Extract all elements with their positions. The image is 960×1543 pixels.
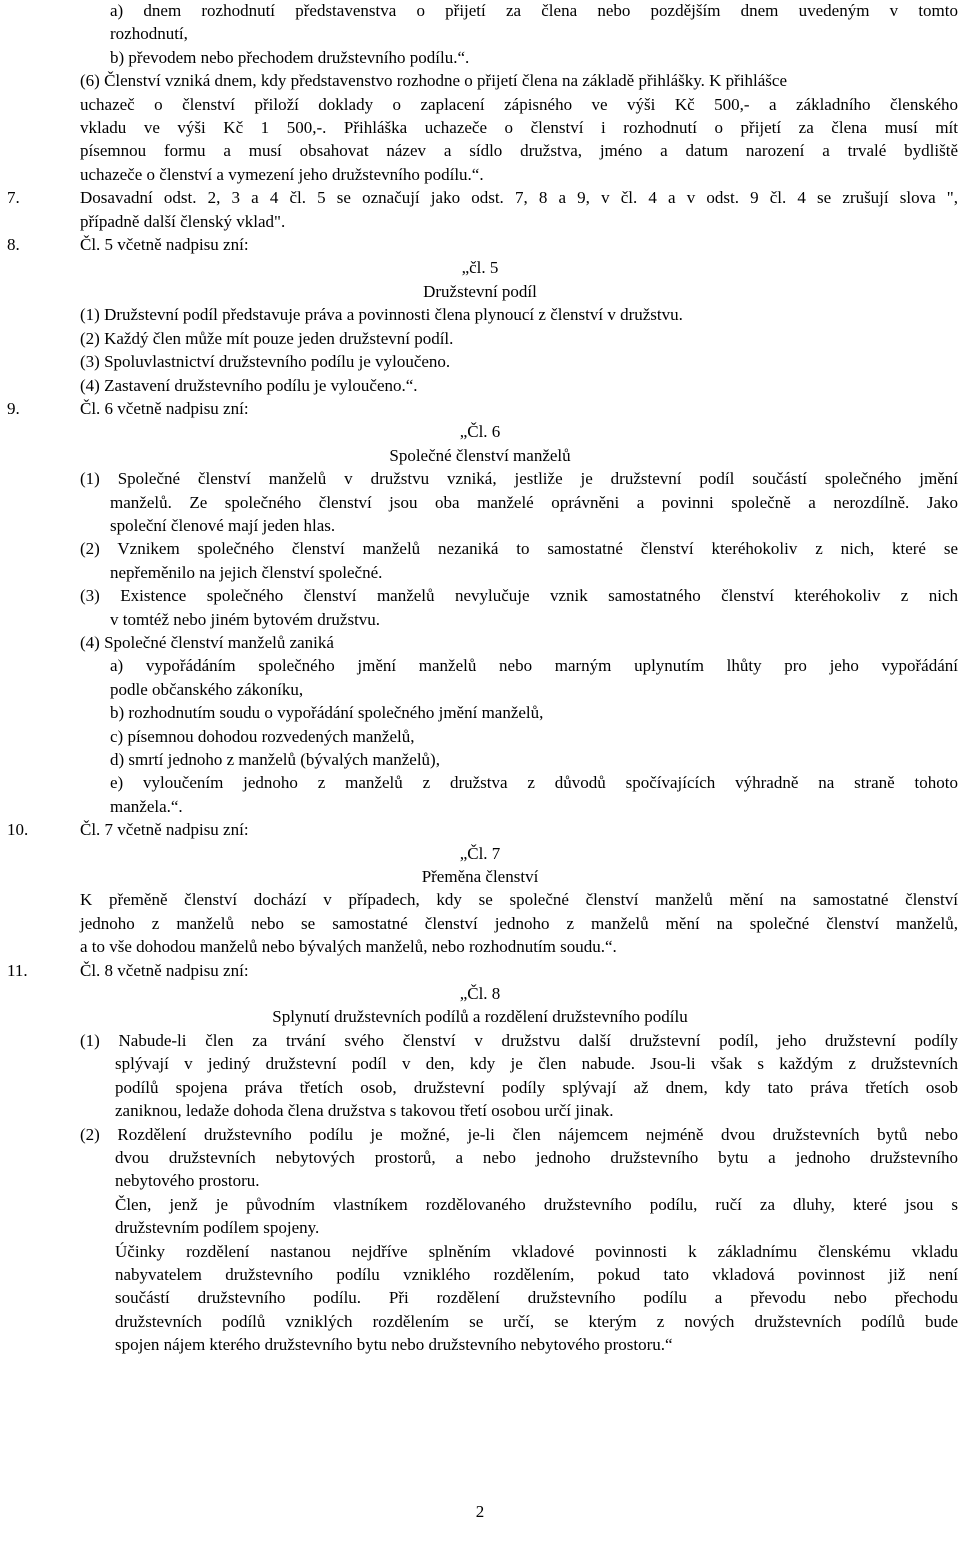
text-line	[0, 959, 960, 982]
line-text: (4) Společné členství manželů zaniká	[80, 632, 334, 652]
line-text: družstevních podílů vzniklých rozdělením se určí, se kterým z nových družstevních podílů bude	[115, 1311, 958, 1331]
text-line	[0, 1286, 960, 1309]
line-text: Čl. 5 včetně nadpisu zní:	[80, 235, 249, 255]
text-line	[0, 678, 960, 701]
text-line	[0, 514, 960, 537]
item-number: 10.	[7, 820, 29, 840]
text-line	[0, 1333, 960, 1356]
text-line	[0, 912, 960, 935]
text-line	[0, 46, 960, 69]
line-text: manžela.“.	[110, 796, 183, 816]
line-text: Čl. 7 včetně nadpisu zní:	[80, 820, 249, 840]
text-line	[0, 537, 960, 560]
line-text: (2) Vznikem společného členství manželů nezaniká to samostatné členství kteréhokoliv z nich, které se	[80, 539, 958, 559]
section-heading: Družstevní podíl	[423, 281, 537, 301]
line-text: podílů spojena práva třetích osob, družstevní podíly splývají až dnem, kdy tato práva třetích osob	[115, 1077, 958, 1097]
line-text: a) dnem rozhodnutí představenstva o přijetí za člena nebo pozdějším dnem uvedeným v tomto	[110, 1, 958, 20]
text-line	[0, 350, 960, 373]
line-text: (3) Existence společného členství manželů nevylučuje vznik samostatného členství kteréhokoliv z nich	[80, 586, 958, 606]
text-line	[0, 795, 960, 818]
line-text: písemnou formu a musí obsahovat název a sídlo družstva, jméno a datum narození a trvalé bydliště	[80, 141, 958, 161]
section-heading: Splynutí družstevních podílů a rozdělení družstevního podílu	[272, 1007, 688, 1027]
line-text: (1) Společné členství manželů v družstvu vzniká, jestliže je družstevní podíl součástí společného jmění	[80, 469, 958, 489]
item-number: 7.	[7, 188, 20, 208]
text-line	[0, 1123, 960, 1146]
line-text: podle občanského zákoníku,	[110, 679, 304, 699]
text-line	[0, 1076, 960, 1099]
text-line	[0, 139, 960, 162]
line-text: Čl. 6 včetně nadpisu zní:	[80, 398, 249, 418]
text-line	[0, 374, 960, 397]
line-text: Účinky rozdělení nastanou nejdříve splněním vkladové povinnosti k základnímu členskému vkladu	[115, 1241, 958, 1261]
text-line	[0, 303, 960, 326]
text-line	[0, 327, 960, 350]
line-text: Dosavadní odst. 2, 3 a 4 čl. 5 se označují jako odst. 7, 8 a 9, v čl. 4 a v odst. 9 čl. 4 se zrušují slova ",	[80, 188, 958, 208]
section-heading: „čl. 5	[461, 258, 499, 278]
item-number: 11.	[7, 960, 28, 980]
line-text: d) smrtí jednoho z manželů (bývalých manželů),	[110, 750, 440, 769]
text-line	[0, 491, 960, 514]
line-text: nepřeměnilo na jejich členství společné.	[110, 562, 383, 582]
line-text: nabyvatelem družstevního podílu vzniklého rozdělením, pokud tato vkladová povinnost již není	[115, 1264, 958, 1284]
line-text: v tomtéž nebo jiném bytovém družstvu.	[110, 609, 381, 629]
text-line	[0, 725, 960, 748]
text-line	[0, 210, 960, 233]
line-text: jednoho z manželů nebo se samostatné členství jednoho z manželů mění na společné členství manželů,	[80, 913, 958, 933]
section-heading: Společné členství manželů	[389, 445, 571, 465]
text-line	[0, 1029, 960, 1052]
text-line	[0, 186, 960, 209]
text-line	[0, 467, 960, 490]
text-line	[0, 0, 960, 22]
line-text: e) vyloučením jednoho z manželů z družstva z důvodů spočívajících výhradně na straně tohoto	[110, 773, 958, 793]
line-text: (6) Členství vzniká dnem, kdy představenstvo rozhodne o přijetí člena na základě přihlášky. K přihlášce	[80, 71, 788, 91]
page-number: 2	[475, 1502, 485, 1521]
text-line	[0, 561, 960, 584]
text-line	[0, 1263, 960, 1286]
line-text: a) vypořádáním společného jmění manželů nebo marným uplynutím lhůty pro jeho vypořádání	[110, 656, 958, 676]
line-text: vkladu ve výši Kč 1 500,-. Přihláška uchazeče o členství i rozhodnutí o přijetí za člena musí mít	[80, 118, 958, 138]
text-line	[0, 1052, 960, 1075]
text-line	[0, 701, 960, 724]
line-text: spojen nájem kterého družstevního bytu nebo družstevního nebytového prostoru.“	[115, 1335, 673, 1355]
text-line	[0, 818, 960, 841]
text-line	[0, 93, 960, 116]
line-text: (2) Každý člen může mít pouze jeden družstevní podíl.	[80, 328, 454, 348]
item-number: 8.	[7, 235, 20, 255]
line-text: (2) Rozdělení družstevního podílu je možné, je-li člen nájemcem nejméně dvou družstevních bytů nebo	[80, 1124, 958, 1144]
text-line	[0, 771, 960, 794]
text-line	[0, 888, 960, 911]
line-text: Čl. 8 včetně nadpisu zní:	[80, 960, 249, 980]
line-text: uchazeče o členství a vymezení jeho družstevního podílu.“.	[80, 164, 484, 184]
section-heading: „Čl. 6	[459, 422, 501, 442]
line-text: (1) Nabude-li člen za trvání svého členství v družstvu další družstevní podíl, jeho družstevní podíly	[80, 1030, 958, 1050]
line-text: splývají v jediný družstevní podíl v den, kdy je člen nabude. Jsou-li však s každým z družstevních	[115, 1054, 958, 1074]
text-line	[0, 608, 960, 631]
line-text: K přeměně členství dochází v případech, kdy se společné členství manželů mění na samostatné členství	[80, 890, 958, 910]
text-line	[0, 163, 960, 186]
text-line	[0, 1099, 960, 1122]
line-text: manželů. Ze společného členství jsou oba manželé oprávněni a povinni společně a nerozdílně. Jako	[110, 492, 958, 512]
line-text: (3) Spoluvlastnictví družstevního podílu je vyloučeno.	[80, 352, 451, 372]
text-line	[0, 748, 960, 771]
line-text: uchazeč o členství přiloží doklady o zaplacení zápisného ve výši Kč 500,- a základního členského	[80, 94, 958, 114]
text-line	[0, 654, 960, 677]
line-text: společní členové mají jeden hlas.	[110, 515, 336, 535]
line-text: a to vše dohodou manželů nebo bývalých manželů, nebo rozhodnutím soudu.“.	[80, 937, 617, 957]
text-line	[0, 397, 960, 420]
text-line	[0, 116, 960, 139]
line-text: b) převodem nebo přechodem družstevního podílu.“.	[110, 47, 470, 67]
text-line	[0, 1216, 960, 1239]
line-text: rozhodnutí,	[110, 24, 188, 44]
line-text: součástí družstevního podílu. Při rozdělení družstevního podílu a převodu nebo přechodu	[115, 1288, 958, 1308]
line-text: (1) Družstevní podíl představuje práva a povinnosti člena plynoucí z členství v družstvu.	[80, 305, 683, 325]
line-text: dvou družstevních nebytových prostorů, a nebo jednoho družstevního bytu a jednoho družstevního	[115, 1147, 958, 1167]
text-line	[0, 1169, 960, 1192]
text-line	[0, 584, 960, 607]
text-line	[0, 1240, 960, 1263]
text-line	[0, 1193, 960, 1216]
text-line	[0, 631, 960, 654]
item-number: 9.	[7, 398, 20, 418]
section-heading: Přeměna členství	[421, 867, 539, 887]
line-text: nebytového prostoru.	[115, 1171, 260, 1191]
text-line	[0, 233, 960, 256]
text-line	[0, 935, 960, 958]
text-line	[0, 22, 960, 45]
text-line	[0, 1146, 960, 1169]
line-text: Člen, jenž je původním vlastníkem rozdělovaného družstevního podílu, ručí za dluhy, které jsou s	[115, 1194, 958, 1214]
line-text: případně další členský vklad".	[80, 211, 286, 231]
section-heading: „Čl. 8	[459, 984, 501, 1004]
line-text: c) písemnou dohodou rozvedených manželů,	[110, 726, 415, 746]
line-text: b) rozhodnutím soudu o vypořádání společného jmění manželů,	[110, 703, 544, 723]
line-text: družstevním podílem spojeny.	[115, 1218, 320, 1238]
section-heading: „Čl. 7	[459, 843, 501, 863]
text-line	[0, 69, 960, 92]
text-line	[0, 1310, 960, 1333]
line-text: (4) Zastavení družstevního podílu je vyloučeno.“.	[80, 375, 418, 395]
line-text: zaniknou, ledaže dohoda člena družstva s takovou třetí osobou určí jinak.	[115, 1101, 614, 1121]
